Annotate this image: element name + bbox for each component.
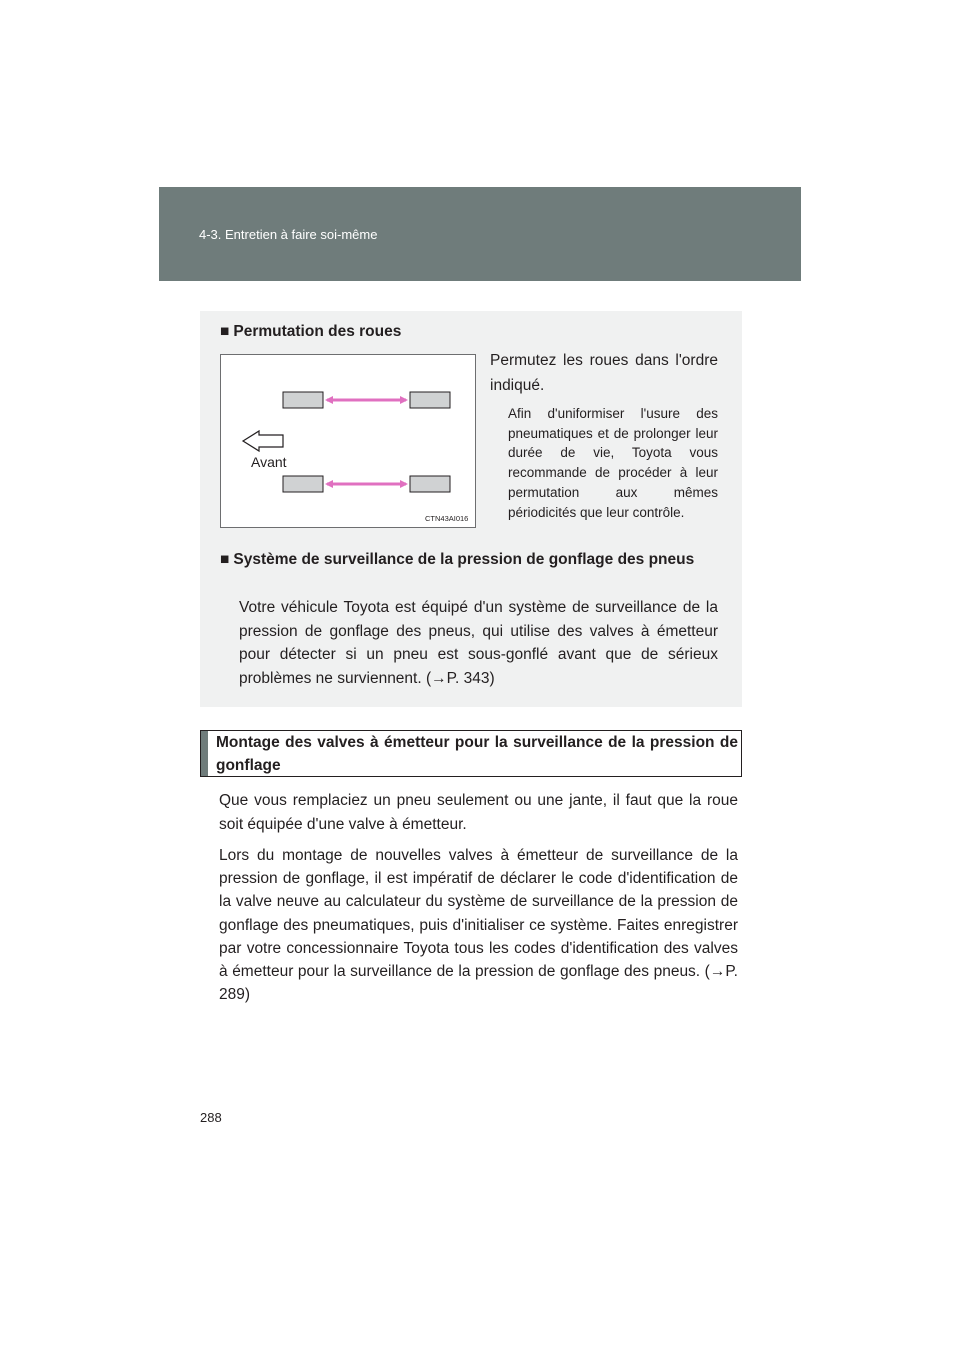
rear-left-tire	[283, 476, 323, 492]
chapter-header	[159, 187, 801, 281]
bullet-square-icon: ■	[220, 551, 230, 568]
heading-accent-bar	[201, 731, 208, 776]
section-heading: Montage des valves à émetteur pour la surveillance de la pression de gonflage	[216, 734, 738, 774]
tpms-title: Système de surveillance de la pression de gonflage des pneus	[233, 551, 695, 568]
rotation-note: Afin d'uniformiser l'usure des pneumatiques et de prolonger leur durée de vie, Toyota vous recommande de procéder à leur permutation aux mêmes périodicités que leur contrôle.	[508, 406, 718, 520]
rear-right-tire	[410, 476, 450, 492]
front-label: Avant	[251, 454, 287, 470]
wheel-rotation-diagram	[220, 354, 476, 528]
chapter-title: 4-3. Entretien à faire soi-même	[199, 227, 378, 242]
diagram-svg	[221, 355, 475, 527]
front-left-tire	[283, 392, 323, 408]
rotation-instruction: Permutez les roues dans l'ordre indiqué.	[490, 352, 718, 394]
rotation-heading	[220, 320, 401, 343]
paragraph-1: Que vous remplaciez un pneu seulement ou une jante, il faut que la roue soit équipée d'une valve à émetteur.	[219, 792, 738, 833]
bullet-square-icon: ■	[220, 323, 230, 340]
section-heading-box	[200, 730, 742, 777]
figure-code: CTN43AI016	[425, 514, 469, 523]
tpms-heading	[220, 548, 718, 571]
front-right-tire	[410, 392, 450, 408]
front-direction-arrow-icon	[243, 431, 283, 451]
tpms-text: Votre véhicule Toyota est équipé d'un système de surveillance de la pression de gonflage des pneus, qui utilise des valves à émetteur pour détecter si un pneu est sous-gonflé avant que de sérieux problèmes ne surviennent. (→P. 343)	[239, 599, 718, 687]
paragraph-2: Lors du montage de nouvelles valves à émetteur de surveillance de la pression de gonflage, il est impératif de déclarer le code d'identification de la valve neuve au calculateur du système de surveillance de la pression de gonflage des pneumatiques, puis d'initialiser ce système. Faites enregistrer par votre concessionnaire Toyota tous les codes d'identification des valves à émetteur pour la surveillance de la pression de gonflage des pneus. (→P. 289)	[219, 847, 738, 1004]
rotation-title: Permutation des roues	[233, 323, 402, 340]
page-number: 288	[200, 1110, 222, 1125]
